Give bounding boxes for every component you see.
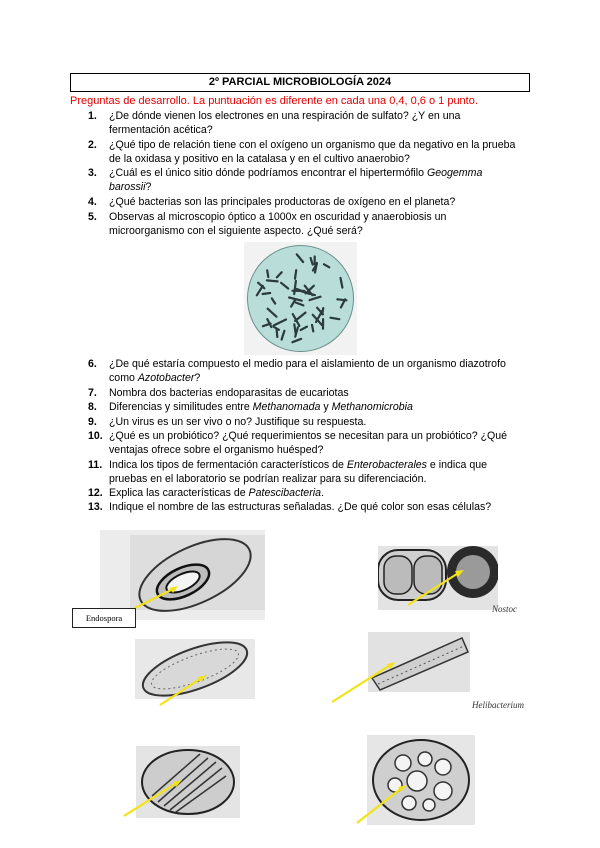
question-text — [109, 415, 519, 429]
question-text — [109, 386, 519, 400]
helibacterium-label: Helibacterium — [472, 700, 524, 710]
question-2 — [88, 138, 519, 166]
question-text-part: ¿Qué tipo de relación tiene con el oxígeno un organismo que da negativo en la prueba de la oxidasa y positivo en la catalasa y en el cultivo anaerobio? — [109, 139, 516, 166]
figure-vacuole-cell — [355, 735, 475, 827]
question-8 — [88, 400, 519, 414]
question-text-part: ? — [145, 181, 152, 194]
question-text — [109, 357, 519, 385]
question-number: 7. — [88, 387, 97, 399]
question-number: 10. — [88, 430, 103, 442]
question-number: 13. — [88, 501, 103, 513]
question-1 — [88, 109, 519, 137]
question-9 — [88, 415, 519, 429]
question-text-part: . — [320, 487, 324, 499]
question-number: 12. — [88, 487, 103, 499]
question-text — [109, 486, 519, 500]
bacterium-rod — [331, 318, 340, 320]
question-text-part: Diferencias y similitudes entre — [109, 401, 253, 413]
question-number: 2. — [88, 139, 97, 151]
species-name: Geogemma barossii — [109, 167, 483, 194]
question-text-part: Nombra dos bacterias endoparasitas de eucariotas — [109, 387, 349, 399]
species-name: Azotobacter — [137, 372, 195, 385]
question-3 — [88, 166, 519, 194]
species-name: Methanomicrobia — [331, 401, 413, 413]
question-text-part: y — [320, 401, 332, 413]
figure-endospore-cell — [100, 530, 265, 620]
question-12 — [88, 486, 519, 500]
question-text-part: ¿Un virus es un ser vivo o no? Justifique su respuesta. — [109, 416, 367, 428]
endospora-label: Endospora — [72, 608, 136, 628]
question-5 — [88, 210, 519, 238]
question-number: 8. — [88, 401, 97, 413]
question-text — [109, 195, 519, 209]
question-text — [109, 458, 519, 486]
question-text — [109, 500, 519, 514]
species-name: Enterobacterales — [346, 459, 427, 471]
question-text-part: ? — [194, 372, 201, 385]
question-10 — [88, 429, 519, 457]
question-text-part: ¿De dónde vienen los electrones en una respiración de sulfato? ¿Y en una fermentación acética? — [109, 110, 461, 137]
question-number: 11. — [88, 459, 103, 471]
bacterium-rod — [267, 280, 278, 281]
nostoc-label: Nostoc — [492, 604, 518, 614]
question-text-part: ¿Qué bacterias son las principales productoras de oxígeno en el planeta? — [109, 196, 456, 208]
question-text-part: ¿Cuál es el único sitio dónde podríamos encontrar el hipertermófilo — [109, 167, 427, 179]
bacterium-rod — [295, 270, 296, 279]
species-name: Methanomada — [252, 401, 321, 413]
question-number: 3. — [88, 167, 97, 179]
question-13 — [88, 500, 519, 514]
question-text-part: ¿Qué es un probiótico? ¿Qué requerimientos se necesitan para un probiótico? ¿Qué ventajas ofrece sobre el organismo huésped? — [109, 430, 508, 457]
figure-rod-cell — [135, 633, 255, 708]
question-text-part: Observas al microscopio óptico a 1000x en oscuridad y anaerobiosis un microorganismo con el siguiente aspecto. ¿Qué será? — [109, 211, 447, 238]
question-number: 9. — [88, 416, 97, 428]
question-text-part: Explica las características de — [109, 487, 249, 499]
question-text-part: e indica que pruebas en el laboratorio se podrían realizar para su diferenciación. — [109, 459, 488, 486]
question-text — [109, 400, 519, 414]
question-11 — [88, 458, 519, 486]
question-text — [109, 138, 519, 166]
question-text-part: Indique el nombre de las estructuras señaladas. ¿De qué color son esas células? — [109, 501, 492, 513]
page-title: 2º PARCIAL MICROBIOLOGÍA 2024 — [70, 73, 530, 92]
species-name: Patescibacteria — [248, 487, 321, 499]
question-number: 6. — [88, 358, 97, 370]
bacterium-rod — [263, 293, 271, 294]
question-number: 4. — [88, 196, 97, 208]
question-6 — [88, 357, 519, 385]
figure-nostoc — [378, 540, 498, 610]
figure-membrane-cell — [118, 740, 240, 818]
question-text-part: ¿De qué estaría compuesto el medio para el aislamiento de un organismo diazotrofo como — [109, 358, 506, 385]
question-7 — [88, 386, 519, 400]
microscope-image — [244, 242, 357, 355]
question-text-part: Indica los tipos de fermentación característicos de — [109, 459, 347, 471]
bacterium-rod — [267, 270, 268, 277]
question-text — [109, 429, 519, 457]
bacterium-rod — [312, 325, 313, 332]
question-number: 1. — [88, 110, 97, 122]
question-text — [109, 109, 519, 137]
bacterium-rod — [277, 329, 278, 337]
question-text — [109, 210, 519, 238]
question-number: 5. — [88, 211, 97, 223]
bacterium-rod — [337, 299, 346, 300]
question-4 — [88, 195, 519, 209]
figure-helibacterium — [330, 628, 470, 706]
question-text — [109, 166, 519, 194]
intro-text: Preguntas de desarrollo. La puntuación es diferente en cada una 0,4, 0,6 o 1 punto. — [70, 95, 478, 107]
